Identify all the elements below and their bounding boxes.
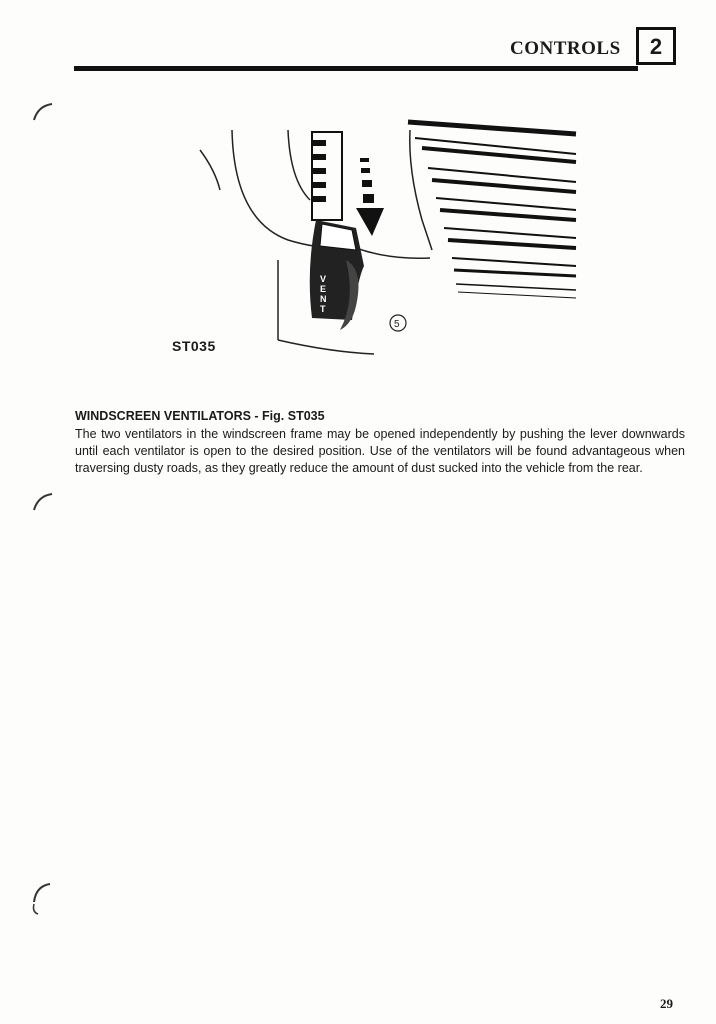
vent-lever: [310, 220, 364, 330]
down-arrow-icon: [356, 158, 384, 236]
punch-hole-mark: [28, 100, 68, 140]
callout-number: 5: [394, 319, 400, 330]
vent-grille: [408, 122, 576, 298]
ventilator-figure: [160, 110, 590, 360]
lever-letter: V: [320, 274, 327, 284]
lever-letter: E: [320, 284, 327, 294]
lever-slot: [312, 132, 342, 220]
section-heading: WINDSCREEN VENTILATORS - Fig. ST035: [75, 409, 325, 423]
punch-hole-mark: [28, 878, 68, 918]
windscreen-ventilators-section: [75, 408, 685, 477]
chapter-number-box: 2: [636, 27, 676, 65]
section-body: The two ventilators in the windscreen frame may be opened independently by pushing the lever downwards until each ventilator is open to the desired position. Use of the ventilators will be found advantageous when traversing dusty roads, as they greatly reduce the amount of dust sucked into the vehicle from the rear.: [75, 427, 685, 475]
header-rule: [74, 66, 638, 71]
lever-letter: N: [320, 294, 327, 304]
page-header-title: CONTROLS: [510, 38, 621, 59]
punch-hole-mark: [28, 488, 68, 528]
figure-label: ST035: [172, 338, 216, 354]
lever-letter: T: [320, 304, 326, 314]
page-number: 29: [660, 996, 673, 1011]
